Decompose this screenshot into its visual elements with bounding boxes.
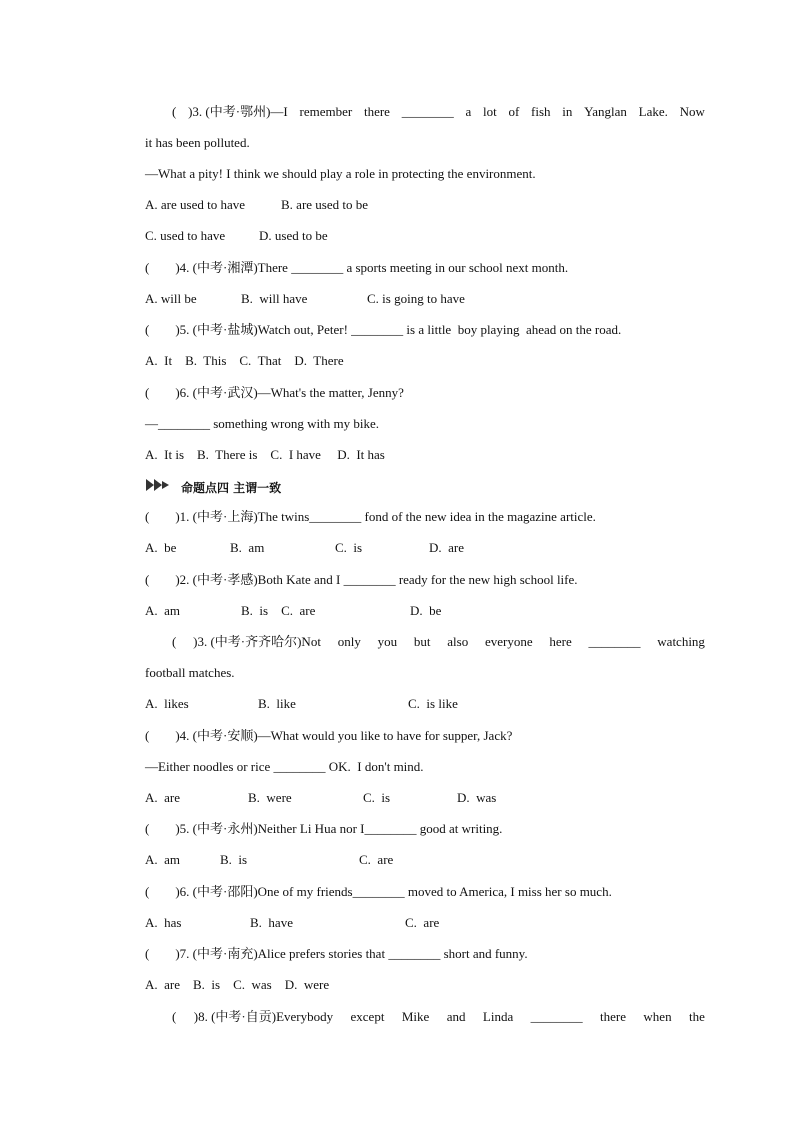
double-arrow-icon — [145, 478, 171, 496]
q5-options: A. It B. This C. That D. There — [145, 353, 344, 368]
word: a — [465, 104, 472, 119]
q3-option-a: A. are used to have — [145, 197, 245, 212]
s2-option-bc: B. is C. are — [241, 603, 316, 618]
word: watching — [657, 634, 705, 649]
word: you — [377, 634, 398, 649]
s1-option-a: A. be — [145, 540, 177, 555]
s4-option-a: A. are — [145, 790, 181, 805]
s2-text: ( )2. (中考·孝感)Both Kate and I ________ ready for the new high school life. — [145, 572, 578, 587]
word: of — [508, 104, 520, 119]
word: Linda — [482, 1009, 514, 1024]
s5-option-c: C. are — [359, 852, 394, 867]
s6-option-b: B. have — [250, 915, 293, 930]
section-header — [145, 478, 281, 496]
s7-text: ( )7. (中考·南充)Alice prefers stories that ________ short and funny. — [145, 946, 528, 961]
word: also — [447, 634, 469, 649]
s3-option-a: A. likes — [145, 696, 189, 711]
word: fish — [531, 104, 551, 119]
word: everyone — [484, 634, 533, 649]
q6-options: A. It is B. There is C. I have D. It has — [145, 447, 385, 462]
s4-line2: —Either noodles or rice ________ OK. I don't mind. — [145, 759, 424, 774]
s5-option-b: B. is — [220, 852, 248, 867]
q3-option-c: C. used to have — [145, 228, 226, 243]
q3-option-d: D. used to be — [259, 228, 328, 243]
word: )8. (中考·自贡)Everybody — [193, 1009, 334, 1024]
word: Lake. — [638, 104, 668, 119]
s8-line1 — [172, 1009, 705, 1025]
word: and — [446, 1009, 466, 1024]
word: here — [549, 634, 572, 649]
s4-option-b: B. were — [248, 790, 292, 805]
word: )3. (中考·齐齐哈尔)Not — [193, 634, 321, 649]
word: there — [363, 104, 390, 119]
q6-line2: —________ something wrong with my bike. — [145, 416, 379, 431]
q4-text: ( )4. (中考·湘潭)There ________ a sports meeting in our school next month. — [145, 260, 569, 275]
word: ( — [172, 104, 177, 119]
s5-text: ( )5. (中考·永州)Neither Li Hua nor I________ good at writing. — [145, 821, 503, 836]
s4-option-c: C. is — [363, 790, 391, 805]
q4-option-c: C. is going to have — [367, 291, 465, 306]
q4-option-b: B. will have — [241, 291, 308, 306]
q6-text: ( )6. (中考·武汉)—What's the matter, Jenny? — [145, 385, 404, 400]
s2-option-d: D. be — [410, 603, 442, 618]
word: there — [600, 1009, 627, 1024]
s5-option-a: A. am — [145, 852, 181, 867]
word: ________ — [588, 634, 641, 649]
word: except — [350, 1009, 385, 1024]
q3-line1 — [172, 104, 705, 120]
s3-line1 — [172, 634, 705, 650]
word: remember — [299, 104, 353, 119]
word: the — [689, 1009, 705, 1024]
q5-text: ( )5. (中考·盐城)Watch out, Peter! ________ is a little boy playing ahead on the road. — [145, 322, 622, 337]
s6-text: ( )6. (中考·邵阳)One of my friends________ moved to America, I miss her so much. — [145, 884, 612, 899]
s7-options: A. are B. is C. was D. were — [145, 977, 330, 992]
s1-option-d: D. are — [429, 540, 465, 555]
s2-option-a: A. am — [145, 603, 181, 618]
s1-option-b: B. am — [230, 540, 265, 555]
s4-text: ( )4. (中考·安顺)—What would you like to have for supper, Jack? — [145, 728, 513, 743]
s1-option-c: C. is — [335, 540, 363, 555]
word: when — [643, 1009, 672, 1024]
word: lot — [482, 104, 497, 119]
word: Mike — [401, 1009, 430, 1024]
word: but — [413, 634, 431, 649]
word: ( — [172, 1009, 177, 1024]
word: Yanglan — [584, 104, 627, 119]
s3-line2: football matches. — [145, 665, 235, 680]
word: )3. (中考·鄂州)—I — [188, 104, 288, 119]
q4-option-a: A. will be — [145, 291, 197, 306]
word: ________ — [530, 1009, 583, 1024]
s1-text: ( )1. (中考·上海)The twins________ fond of the new idea in the magazine article. — [145, 509, 596, 524]
s3-option-c: C. is like — [408, 696, 458, 711]
s3-option-b: B. like — [258, 696, 296, 711]
word: only — [337, 634, 361, 649]
s6-option-a: A. has — [145, 915, 182, 930]
q3-option-b: B. are used to be — [281, 197, 369, 212]
q3-line3: —What a pity! I think we should play a role in protecting the environment. — [145, 166, 536, 181]
word: ( — [172, 634, 177, 649]
s4-option-d: D. was — [457, 790, 497, 805]
s6-option-c: C. are — [405, 915, 440, 930]
word: ________ — [401, 104, 454, 119]
word: in — [562, 104, 573, 119]
word: Now — [679, 104, 705, 119]
section-title: 命题点四 主谓一致 — [181, 480, 282, 495]
q3-line2: it has been polluted. — [145, 135, 250, 150]
